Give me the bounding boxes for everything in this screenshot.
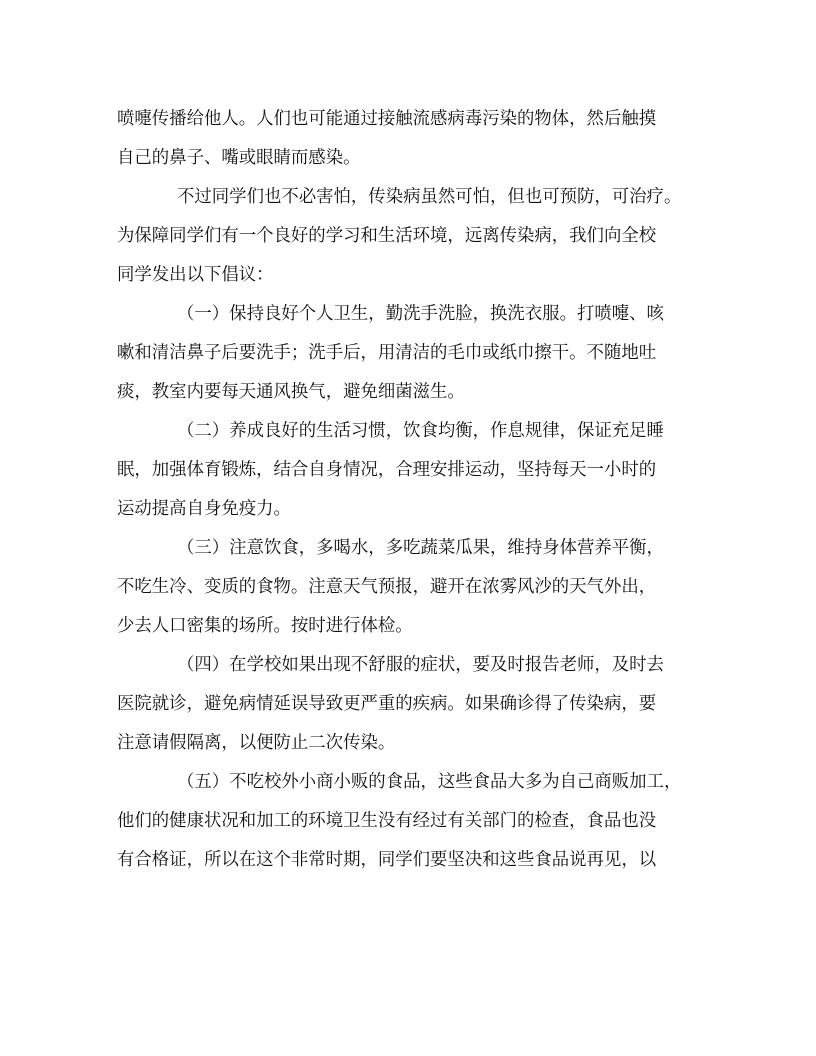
- text-line: 同学发出以下倡议：: [117, 265, 274, 285]
- paragraph-item-3: [117, 529, 703, 646]
- paragraph-item-5: [117, 763, 703, 880]
- text-line: 眠，加强体育锻炼，结合自身情况，合理安排运动，坚持每天一小时的: [117, 460, 657, 480]
- text-line: （四）在学校如果出现不舒服的症状，要及时报告老师，及时去: [177, 655, 664, 675]
- text-line: 为保障同学们有一个良好的学习和生活环境，远离传染病，我们向全校: [117, 226, 657, 246]
- text-line: 运动提高自身免疫力。: [117, 499, 291, 519]
- text-line: （三）注意饮食，多喝水，多吃蔬菜瓜果，维持身体营养平衡，: [177, 538, 664, 558]
- text-line: 少去人口密集的场所。按时进行体检。: [117, 616, 413, 636]
- paragraph-item-4: [117, 646, 703, 763]
- text-line: 不过同学们也不必害怕，传染病虽然可怕，但也可预防，可治疗。: [177, 187, 682, 207]
- text-line: 喷嚏传播给他人。人们也可能通过接触流感病毒污染的物体，然后触摸: [117, 109, 657, 129]
- text-line: （二）养成良好的生活习惯，饮食均衡，作息规律，保证充足睡: [177, 421, 664, 441]
- text-line: 注意请假隔离，以便防止二次传染。: [117, 733, 396, 753]
- text-line: 医院就诊，避免病情延误导致更严重的疾病。如果确诊得了传染病，要: [117, 694, 657, 714]
- text-line: 不吃生冷、变质的食物。注意天气预报，避开在浓雾风沙的天气外出，: [117, 577, 657, 597]
- text-line: 他们的健康状况和加工的环境卫生没有经过有关部门的检查，食品也没: [117, 811, 657, 831]
- text-line: 有合格证，所以在这个非常时期，同学们要坚决和这些食品说再见，以: [117, 850, 657, 870]
- paragraph-item-1: [117, 295, 703, 412]
- document-body: [117, 100, 703, 880]
- text-line: 自己的鼻子、嘴或眼睛而感染。: [117, 148, 361, 168]
- text-line: （一）保持良好个人卫生，勤洗手洗脸，换洗衣服。打喷嚏、咳: [177, 304, 664, 324]
- paragraph-continuation: [117, 100, 703, 178]
- text-line: 痰，教室内要每天通风换气，避免细菌滋生。: [117, 382, 465, 402]
- paragraph-item-2: [117, 412, 703, 529]
- paragraph-intro: [117, 178, 703, 295]
- text-line: （五）不吃校外小商小贩的食品，这些食品大多为自己商贩加工，: [177, 772, 682, 792]
- text-line: 嗽和清洁鼻子后要洗手；洗手后，用清洁的毛巾或纸巾擦干。不随地吐: [117, 343, 657, 363]
